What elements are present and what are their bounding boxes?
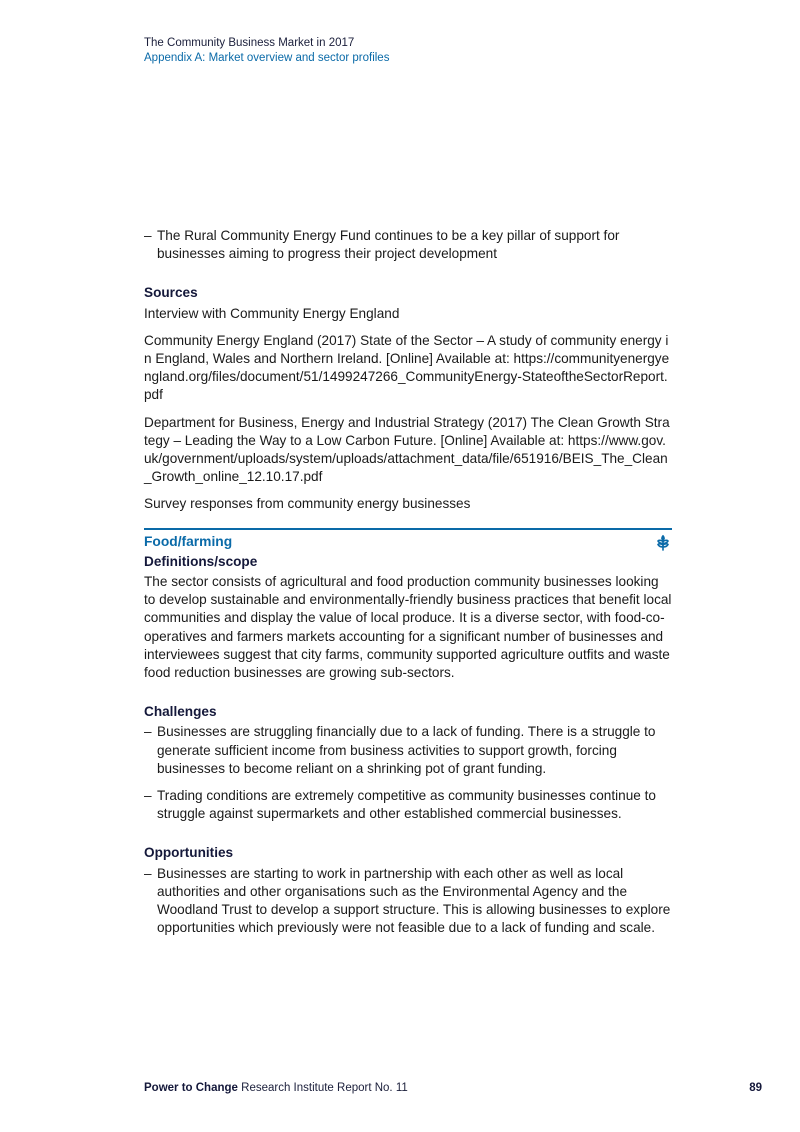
page-footer [144, 1082, 408, 1094]
list-item [144, 227, 672, 263]
challenges-heading: Challenges [144, 704, 217, 720]
document-title: The Community Business Market in 2017 [144, 37, 355, 49]
bullet-text: Businesses are starting to work in partnership with each other as well as local authorities and other organisations such as the Environmental Agency and the Woodland Trust to develop a support structure. This is allowing businesses to explore opportunities which previously were not feasible due to a lack of funding and scale. [157, 865, 671, 936]
section-header [144, 533, 672, 551]
list-item [144, 787, 672, 823]
main-content [144, 227, 672, 947]
definitions-text: The sector consists of agricultural and food production community businesses looking to develop sustainable and environmentally-friendly business practices that benefit local communities and display the value of local produce. It is a diverse sector, with food-co-operatives and farmers markets accounting for a significant number of businesses and interviewees suggest that city farms, community supported agriculture outfits and waste food reduction businesses are growing sub-sectors. [144, 574, 672, 681]
footer-brand: Power to Change [144, 1082, 238, 1094]
page-number: 89 [749, 1082, 762, 1094]
list-item [144, 723, 672, 778]
bullet-dash: – [144, 724, 152, 740]
sources-heading: Sources [144, 285, 198, 301]
opportunities-heading: Opportunities [144, 845, 234, 861]
section-title: Food/farming [144, 533, 233, 549]
list-item [144, 865, 672, 938]
source-item: Survey responses from community energy businesses [144, 496, 471, 512]
running-header [144, 36, 389, 66]
wheat-icon [655, 533, 671, 551]
bullet-text: The Rural Community Energy Fund continues to be a key pillar of support for businesses aiming to progress their project development [157, 228, 620, 262]
bullet-dash: – [144, 788, 152, 804]
source-item: Community Energy England (2017) State of the Sector – A study of community energy in England, Wales and Northern Ireland. [Online] Available at: https://communityenergyengland.org/files/document/51/1499247266_CommunityEnergy-StateoftheSectorReport.pdf [144, 332, 670, 403]
source-item: Interview with Community Energy England [144, 305, 400, 321]
document-subtitle: Appendix A: Market overview and sector profiles [144, 52, 390, 64]
source-item: Department for Business, Energy and Industrial Strategy (2017) The Clean Growth Strategy – Leading the Way to a Low Carbon Future. [Online] Available at: https://www.gov.uk/government/uploads/system/uploads/attachment_data/file/651916/BEIS_The_Clean_Growth_online_12.10.17.pdf [144, 414, 670, 485]
bullet-dash: – [144, 228, 152, 243]
definitions-heading: Definitions/scope [144, 553, 258, 569]
bullet-text: Businesses are struggling financially due to a lack of funding. There is a struggle to generate sufficient income from business activities to support growth, forcing businesses to become reliant on a shrinking pot of grant funding. [157, 724, 656, 776]
footer-report: Research Institute Report No. 11 [241, 1082, 408, 1094]
bullet-text: Trading conditions are extremely competitive as community businesses continue to struggle against supermarkets and other established commercial businesses. [157, 788, 656, 822]
bullet-dash: – [144, 865, 152, 881]
section-divider [144, 528, 672, 530]
